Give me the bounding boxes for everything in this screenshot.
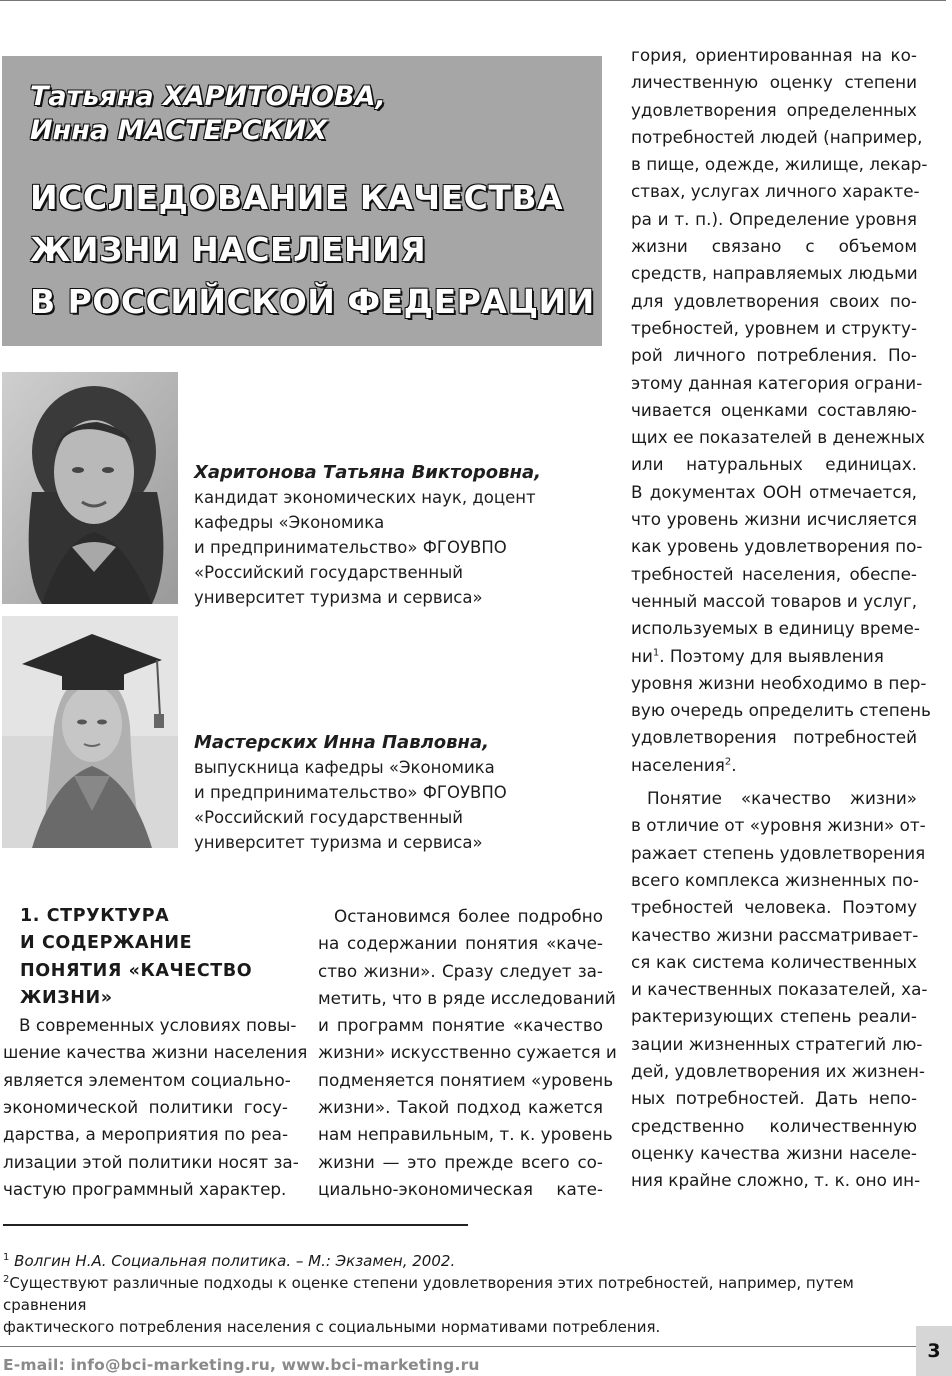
text-line: В документах ООН отмечается, [631, 481, 917, 502]
text-line: шение качества жизни населения [3, 1042, 308, 1063]
text-line: метить, что в ряде исследований [318, 987, 616, 1008]
text-line: для удовлетворения своих по- [631, 290, 917, 311]
text-line: дей, удовлетворения их жизнен- [631, 1060, 925, 1081]
text-line: удовлетворения потребностей [631, 727, 917, 748]
text-line: оценку качества жизни населе- [631, 1142, 917, 1163]
text-line: личественную оценку степени [631, 72, 917, 93]
bio-line: университет туризма и сервиса» [194, 833, 483, 852]
text-line: требностей, уровнем и структу- [631, 317, 917, 338]
text-line: является элементом социально- [3, 1069, 291, 1090]
title-line: ЖИЗНИ НАСЕЛЕНИЯ [30, 230, 427, 269]
text-fragment: населения [631, 754, 725, 775]
footnote-ref[interactable]: 2 [724, 756, 732, 768]
author-line: Инна МАСТЕРСКИХ [30, 115, 328, 146]
author-line: Татьяна ХАРИТОНОВА, [30, 81, 386, 112]
text-line: требностей населения, обеспе- [631, 563, 917, 584]
author-bio-kharitonova [194, 460, 541, 610]
author-photo-kharitonova [2, 372, 178, 604]
text-line: рактеризующих степень реали- [631, 1006, 917, 1027]
bio-line: и предпринимательство» ФГОУВПО [194, 538, 507, 557]
text-line: лизации этой политики носят за- [3, 1151, 299, 1172]
bio-name: Мастерских Инна Павловна, [194, 732, 489, 753]
text-line: или натуральных единицах. [631, 454, 917, 475]
bio-line: «Российский государственный [194, 808, 463, 827]
text-line [631, 643, 917, 670]
heading-line: 1. СТРУКТУРА [20, 906, 170, 926]
text-line: жизни» искусственно сужается и [318, 1042, 617, 1063]
text-line: подменяется понятием «уровень [318, 1069, 614, 1090]
text-line: ся как система количественных [631, 951, 917, 972]
text-line: дарства, а мероприятия по реа- [3, 1124, 288, 1145]
text-line: ных потребностей. Дать непо- [631, 1088, 917, 1109]
footnote-continuation [3, 1316, 918, 1338]
heading-line: И СОДЕРЖАНИЕ [20, 933, 193, 954]
footnote-ref[interactable]: 1 [652, 646, 660, 658]
section-heading [3, 903, 288, 1012]
text-line: средственно количественную [631, 1115, 917, 1136]
top-rule [0, 0, 946, 1]
text-line: ченный массой товаров и услуг, [631, 590, 918, 611]
text-line: Понятие «качество жизни» [647, 788, 917, 809]
article-authors [30, 80, 386, 148]
text-line: жизни связано с объемом [631, 236, 917, 257]
text-line: щих ее показателей в денежных [631, 427, 925, 448]
text-line: всего комплекса жизненных по- [631, 869, 919, 890]
text-line: и качественных показателей, ха- [631, 979, 928, 1000]
title-line: В РОССИЙСКОЙ ФЕДЕРАЦИИ [30, 282, 595, 321]
text-line: ния крайне сложно, т. к. оно ин- [631, 1170, 921, 1191]
bio-line: кандидат экономических наук, доцент [194, 488, 536, 507]
bio-name: Харитонова Татьяна Викторовна, [194, 462, 541, 483]
text-line: циально-экономическая кате- [318, 1178, 603, 1199]
text-line: и программ понятие «качество [318, 1015, 603, 1036]
text-line: гория, ориентированная на ко- [631, 45, 917, 65]
text-fragment: ни [631, 645, 653, 666]
text-line: рой личного потребления. По- [631, 345, 917, 366]
text-fragment: . Поэтому для выявления [659, 645, 884, 666]
bio-line: университет туризма и сервиса» [194, 588, 483, 607]
text-line: вую очередь определить степень [631, 700, 931, 721]
footer-rule [0, 1346, 916, 1347]
heading-line: ЖИЗНИ» [20, 987, 113, 1008]
footnote-number: 1 [3, 1252, 10, 1263]
text-line: нам неправильным, т. к. уровень [318, 1124, 613, 1145]
text-line: жизни». Такой подход кажется [318, 1097, 603, 1118]
text-line: жизни — это прежде всего со- [318, 1151, 603, 1172]
text-line: потребностей людей (например, [631, 126, 923, 147]
bio-line: «Российский государственный [194, 563, 463, 582]
footnote [3, 1250, 918, 1272]
bio-line: и предпринимательство» ФГОУВПО [194, 783, 507, 802]
footnote-text: Существуют различные подходы к оценке степени удовлетворения этих потребностей, например, путем сравнения [3, 1274, 854, 1314]
footnote-text: Волгин Н.А. Социальная политика. – М.: Экзамен, 2002. [14, 1252, 456, 1270]
text-line: в пище, одежде, жилище, лекар- [631, 154, 928, 175]
text-line: что уровень жизни исчисляется [631, 509, 917, 530]
text-line: удовлетворения определенных [631, 99, 917, 120]
text-line: ра и т. п.). Определение уровня [631, 208, 917, 229]
text-line: ство жизни». Сразу следует за- [318, 960, 603, 981]
text-column-left [3, 903, 308, 1203]
text-line: как уровень удовлетворения по- [631, 536, 923, 557]
text-line: средств, направляемых людьми [631, 263, 918, 284]
text-column-right [631, 42, 931, 1194]
footnote-number: 2 [3, 1274, 10, 1285]
author-photo-masterskikh [2, 616, 178, 848]
footer-contact[interactable]: E-mail: info@bci-marketing.ru, www.bci-marketing.ru [3, 1356, 480, 1374]
text-line: требностей человека. Поэтому [631, 897, 917, 918]
title-line: ИССЛЕДОВАНИЕ КАЧЕСТВА [30, 178, 564, 217]
footnotes [3, 1250, 918, 1338]
text-line: частую программный характер. [3, 1178, 287, 1199]
bio-line: кафедры «Экономика [194, 513, 385, 532]
heading-line: ПОНЯТИЯ «КАЧЕСТВО [20, 960, 253, 981]
text-line: В современных условиях повы- [19, 1015, 297, 1036]
footnote [3, 1272, 918, 1316]
text-line: на содержании понятия «каче- [318, 933, 603, 954]
text-line: уровня жизни необходимо в пер- [631, 672, 927, 693]
text-line: ствах, услугах личного характе- [631, 181, 920, 202]
text-line: качество жизни рассматривает- [631, 924, 919, 945]
text-line: Остановимся более подробно [334, 906, 603, 926]
bio-line: выпускница кафедры «Экономика [194, 758, 495, 777]
author-bio-masterskikh [194, 730, 507, 855]
text-column-middle [318, 903, 617, 1203]
text-fragment: . [731, 754, 737, 775]
footnote-rule [3, 1224, 468, 1226]
page-number: 3 [916, 1326, 952, 1376]
text-line: этому данная категория ограни- [631, 372, 923, 393]
article-title [30, 172, 600, 328]
text-line: чивается оценками составляю- [631, 399, 917, 420]
footnote-text: фактического потребления населения с социальными нормативами потребления. [3, 1318, 661, 1336]
text-line: зации жизненных стратегий лю- [631, 1033, 923, 1054]
text-line: используемых в единицу време- [631, 618, 920, 639]
text-line: в отличие от «уровня жизни» от- [631, 815, 926, 836]
text-line: ражает степень удовлетворения [631, 842, 926, 863]
text-line: экономической политики госу- [3, 1097, 288, 1118]
text-line [631, 752, 917, 779]
